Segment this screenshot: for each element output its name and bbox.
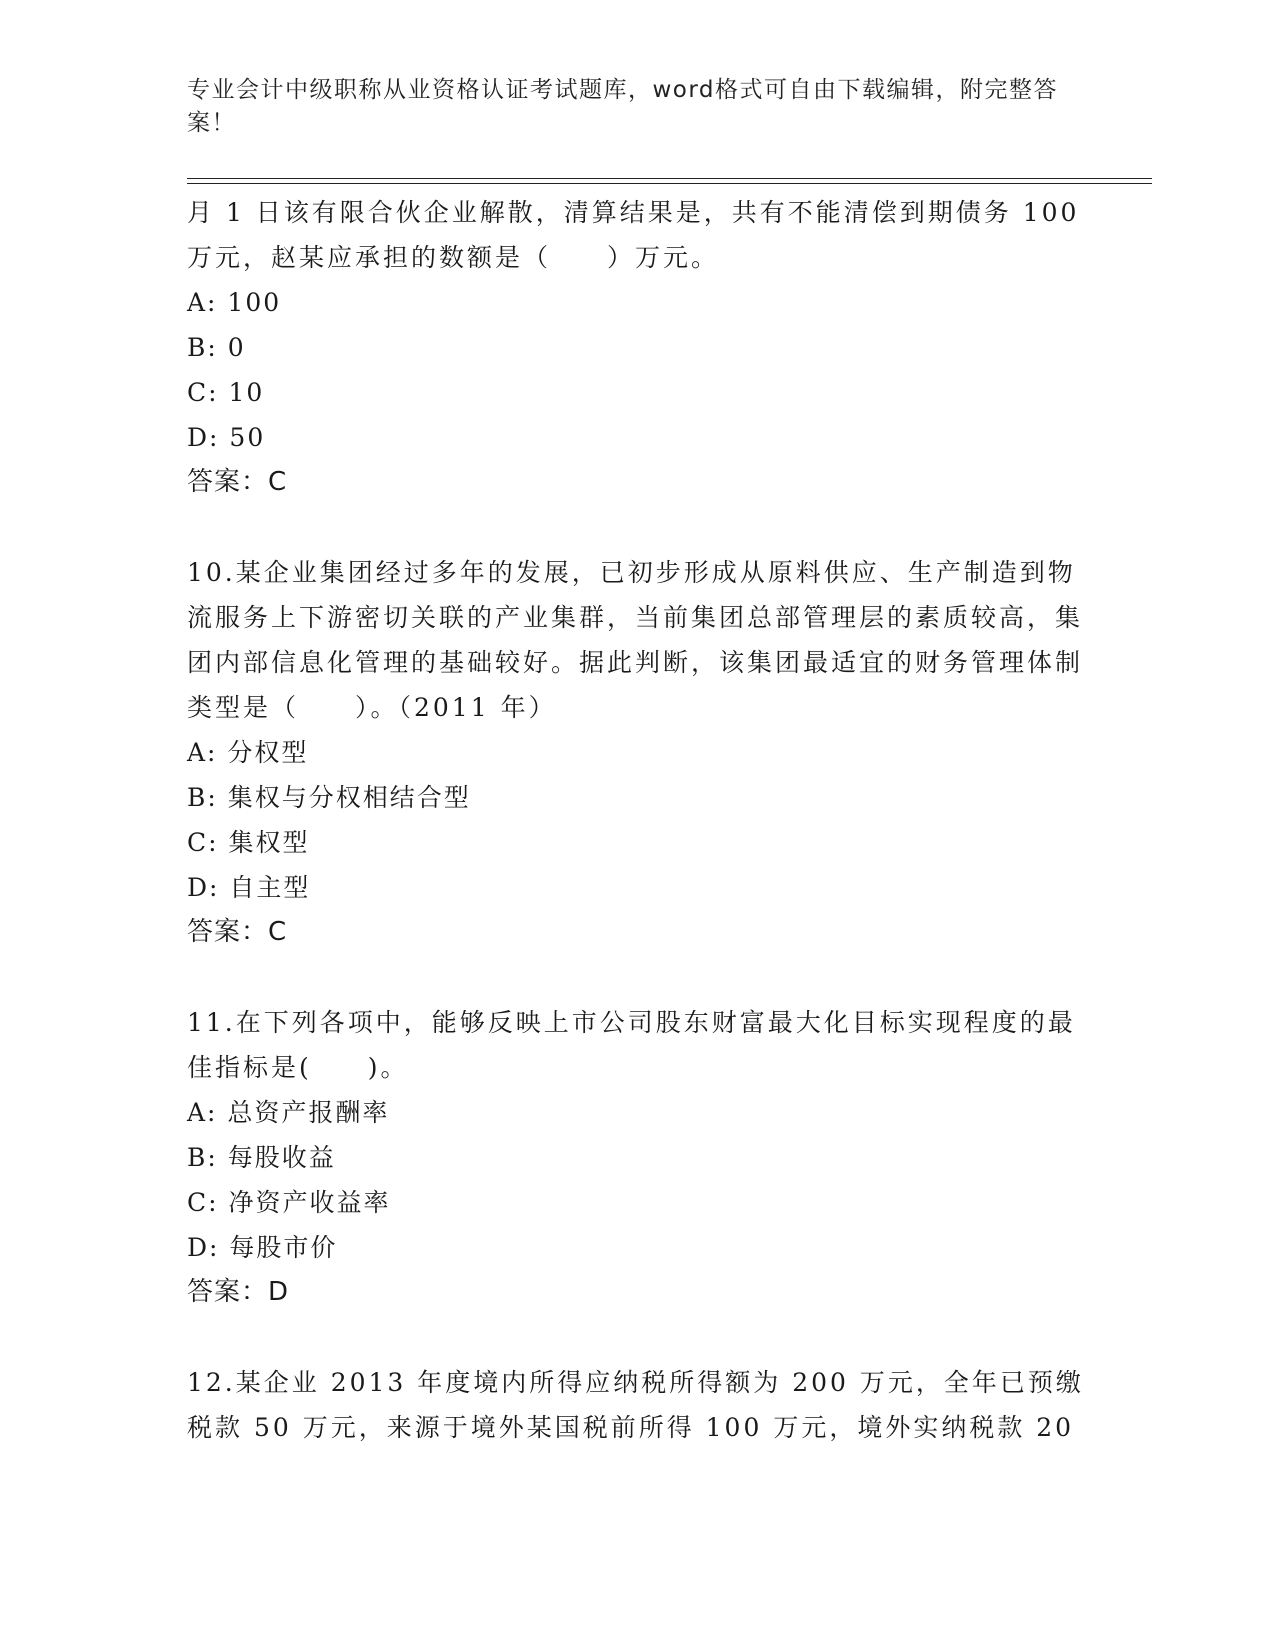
option-a: A: 分权型 — [187, 738, 309, 767]
header-rule-top — [187, 178, 1152, 179]
option-a: A: 总资产报酬率 — [187, 1098, 390, 1127]
question-12 — [187, 1360, 1087, 1450]
answer: 答案：C — [187, 917, 288, 947]
option-d: D: 50 — [187, 423, 266, 452]
question-10 — [187, 550, 1087, 955]
question-list — [187, 190, 1087, 1495]
header-rule-bottom — [187, 183, 1152, 184]
option-d: D: 每股市价 — [187, 1233, 338, 1262]
option-c: C: 10 — [187, 378, 265, 407]
question-text: 11.在下列各项中，能够反映上市公司股东财富最大化目标实现程度的最佳指标是( )。 — [187, 1008, 1076, 1082]
answer: 答案：C — [187, 467, 288, 497]
option-b: B: 0 — [187, 333, 246, 362]
option-d: D: 自主型 — [187, 873, 311, 902]
question-text: 12.某企业 2013 年度境内所得应纳税所得额为 200 万元，全年已预缴税款 50 万元，来源于境外某国税前所得 100 万元，境外实纳税款 20 — [187, 1368, 1084, 1442]
option-b: B: 集权与分权相结合型 — [187, 783, 471, 812]
option-c: C: 集权型 — [187, 828, 310, 857]
question-text: 月 1 日该有限合伙企业解散，清算结果是，共有不能清偿到期债务 100 万元，赵某应承担的数额是（ ）万元。 — [187, 198, 1080, 272]
option-b: B: 每股收益 — [187, 1143, 336, 1172]
answer: 答案：D — [187, 1277, 290, 1307]
question-11 — [187, 1000, 1087, 1315]
option-a: A: 100 — [187, 288, 282, 317]
page-header: 专业会计中级职称从业资格认证考试题库，word格式可自由下载编辑，附完整答案！ — [187, 77, 1059, 136]
question-text: 10.某企业集团经过多年的发展，已初步形成从原料供应、生产制造到物流服务上下游密切关联的产业集群，当前集团总部管理层的素质较高，集团内部信息化管理的基础较好。据此判断，该集团最适宜的财务管理体制类型是（ ）。（2011 年） — [187, 558, 1084, 722]
question-9-continued — [187, 190, 1087, 505]
option-c: C: 净资产收益率 — [187, 1188, 391, 1217]
